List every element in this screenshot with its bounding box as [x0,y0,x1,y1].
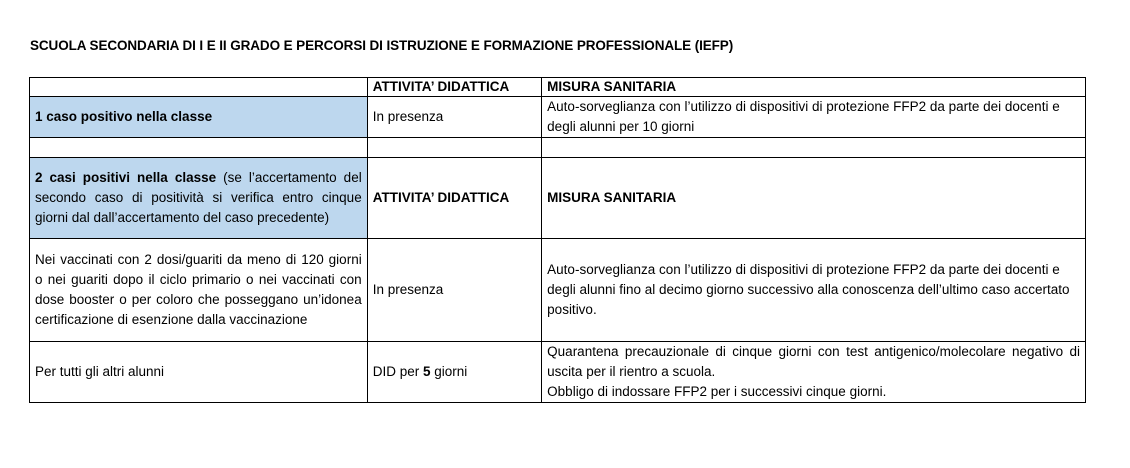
case-one-positive: 1 caso positivo nella classe [30,97,368,138]
attivita-others [367,342,541,403]
misura-others-quarantine: Quarantena precauzionale di cinque giorni con test antigenico/molecolare negativo di uscita per il rientro a scuola. [547,344,1080,379]
misura-others-ffp2: Obbligo di indossare FFP2 per i successivi cinque giorni. [547,384,887,399]
table-header-row [30,78,1086,97]
attivita-others-suffix: giorni [430,364,468,379]
attivita-subheader: ATTIVITA’ DIDATTICA [367,158,541,239]
spacer-cell [542,138,1086,158]
misura-others [542,342,1086,403]
case-vaccinated: Nei vaccinati con 2 dosi/guariti da meno di 120 giorni o nei guariti dopo il ciclo primario o nei vaccinati con dose booster o per coloro che posseggano un’idonea certificazione di esenzione dalla vaccinazione [30,239,368,342]
attivita-others-prefix: DID per [372,364,423,379]
case-two-positive-detail: (se l’accertamento del secondo caso di positività si verifica entro cinque giorni dal dall’accertamento del caso precedente) [35,170,362,225]
attivita-vaccinated: In presenza [367,239,541,342]
table-row-vaccinated [30,239,1086,342]
misura-vaccinated: Auto-sorveglianza con l’utilizzo di dispositivi di protezione FFP2 da parte dei docenti e degli alunni fino al decimo giorno successivo alla conoscenza dell’ultimo caso accertato positivo. [542,239,1086,342]
document-title: SCUOLA SECONDARIA DI I E II GRADO E PERCORSI DI ISTRUZIONE E FORMAZIONE PROFESSIONALE (IEFP) [30,38,734,53]
case-two-positive [30,158,368,239]
header-cell-misura: MISURA SANITARIA [542,78,1086,97]
table-row-others [30,342,1086,403]
attivita-one-positive: In presenza [367,97,541,138]
case-others: Per tutti gli altri alunni [30,342,368,403]
spacer-cell [367,138,541,158]
case-two-positive-bold: 2 casi positivi nella classe [35,170,217,185]
table-row-two-cases [30,158,1086,239]
misura-subheader: MISURA SANITARIA [542,158,1086,239]
table-row-spacer [30,138,1086,158]
misura-one-positive: Auto-sorveglianza con l’utilizzo di dispositivi di protezione FFP2 da parte dei docenti e degli alunni per 10 giorni [542,97,1086,138]
attivita-others-days: 5 [422,364,431,379]
header-cell-empty [30,78,368,97]
table-row-one-case [30,97,1086,138]
spacer-cell [30,138,368,158]
header-cell-attivita: ATTIVITA’ DIDATTICA [367,78,541,97]
measures-table [29,77,1086,403]
